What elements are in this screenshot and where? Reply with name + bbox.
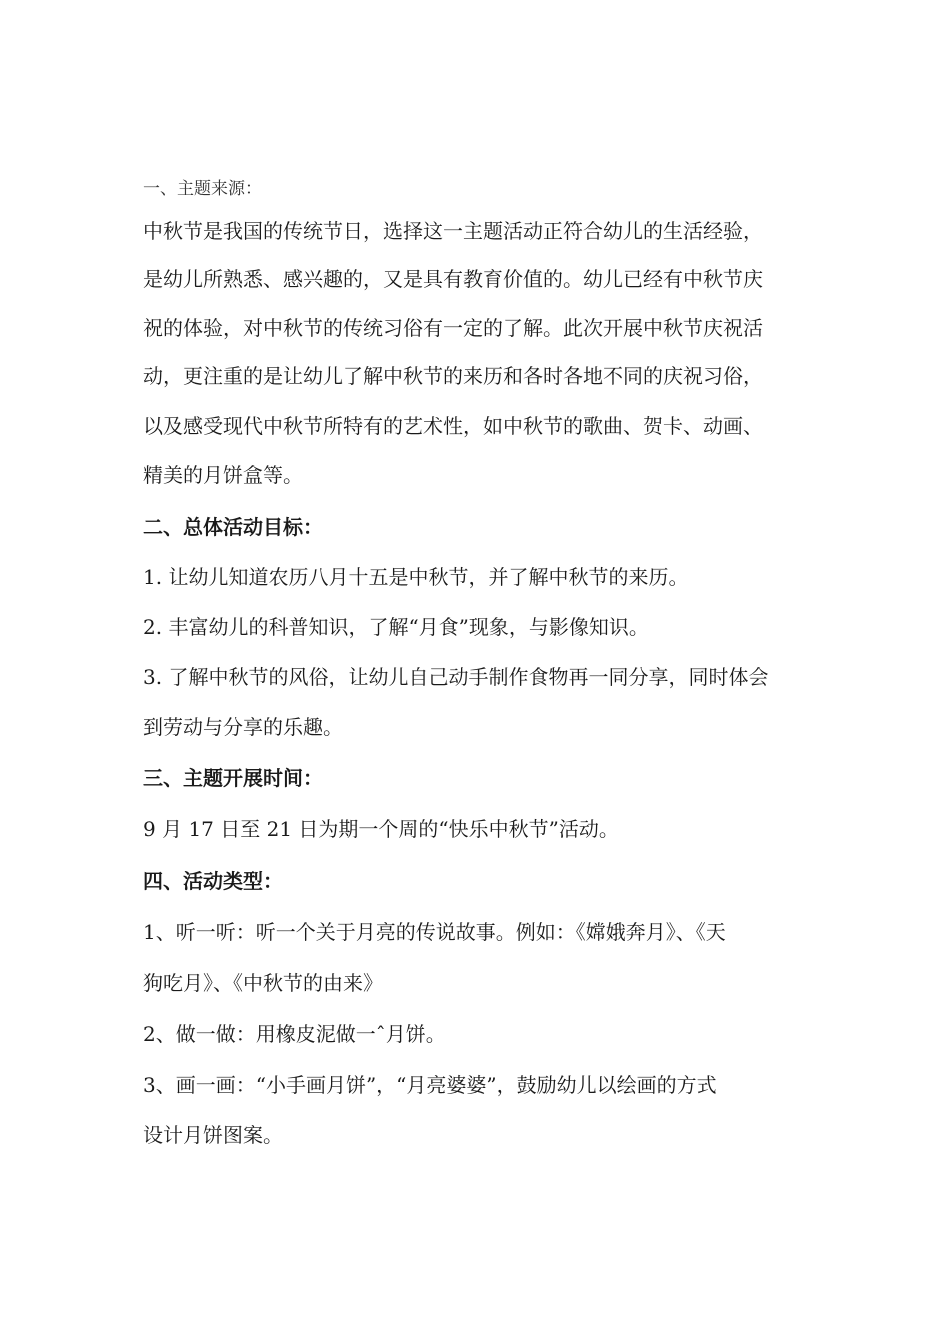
section-2-line: 到劳动与分享的乐趣。 [143, 715, 343, 739]
section-2-line: 2. 丰富幼儿的科普知识，了解“月食”现象，与影像知识。 [143, 615, 649, 639]
section-3-heading: 三、主题开展时间： [143, 766, 323, 790]
section-1-line: 动，更注重的是让幼儿了解中秋节的来历和各时各地不同的庆祝习俗， [143, 364, 763, 388]
section-2-line: 1. 让幼儿知道农历八月十五是中秋节，并了解中秋节的来历。 [143, 565, 689, 589]
section-4-line: 狗吃月》、《中秋节的由来》 [143, 971, 383, 995]
section-2-line: 3. 了解中秋节的风俗，让幼儿自己动手制作食物再一同分享，同时体会 [143, 665, 769, 689]
section-1-line: 精美的月饼盒等。 [143, 463, 303, 487]
section-4-line: 2、做一做：用橡皮泥做一ˆ月饼。 [143, 1022, 446, 1046]
section-1-heading: 一、主题来源： [143, 179, 262, 199]
section-1-line: 以及感受现代中秋节所特有的艺术性，如中秋节的歌曲、贺卡、动画、 [143, 414, 763, 438]
section-4-heading: 四、活动类型： [143, 869, 283, 893]
section-1-line: 祝的体验，对中秋节的传统习俗有一定的了解。此次开展中秋节庆祝活 [143, 316, 763, 340]
section-4-line: 3、画一画：“小手画月饼”，“月亮婆婆”，鼓励幼儿以绘画的方式 [143, 1073, 717, 1097]
section-2-heading: 二、总体活动目标： [143, 515, 323, 539]
section-3-line: 9 月 17 日至 21 日为期一个周的“快乐中秋节”活动。 [143, 817, 619, 841]
section-4-line: 1、听一听：听一个关于月亮的传说故事。例如：《嫦娥奔月》、《天 [143, 920, 726, 944]
section-4-line: 设计月饼图案。 [143, 1123, 283, 1147]
section-1-line: 中秋节是我国的传统节日，选择这一主题活动正符合幼儿的生活经验， [143, 219, 763, 243]
section-1-line: 是幼儿所熟悉、感兴趣的，又是具有教育价值的。幼儿已经有中秋节庆 [143, 267, 763, 291]
